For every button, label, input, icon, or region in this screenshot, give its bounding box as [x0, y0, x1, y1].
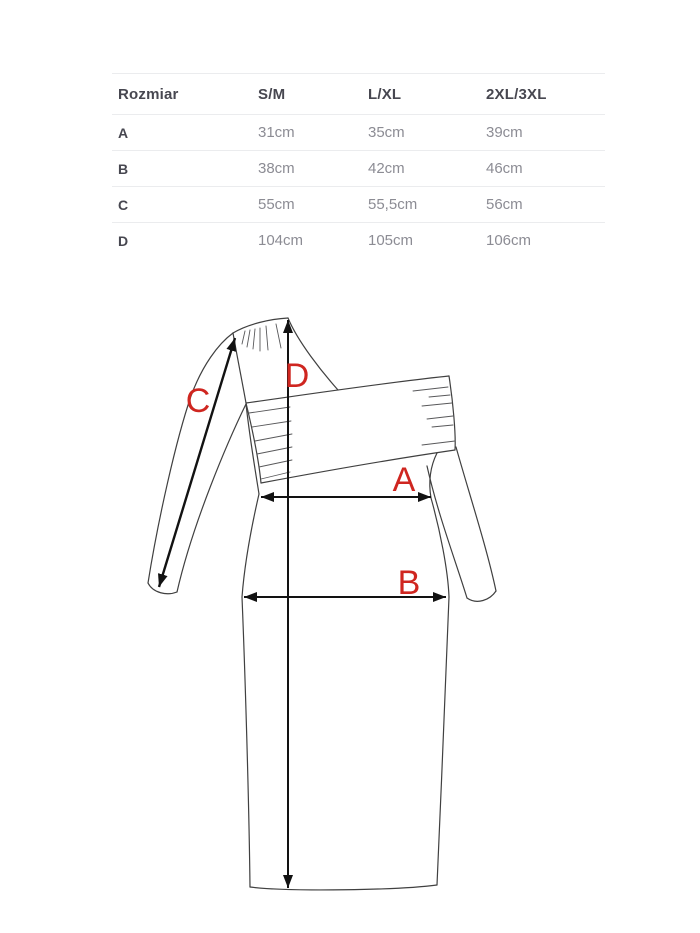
size-value: 31cm — [252, 115, 362, 151]
row-label: B — [112, 151, 252, 187]
size-value: 38cm — [252, 151, 362, 187]
column-header-rozmiar: Rozmiar — [112, 74, 252, 115]
size-value: 46cm — [480, 151, 605, 187]
row-label: C — [112, 187, 252, 223]
row-label: D — [118, 232, 129, 249]
size-value: 39cm — [480, 115, 605, 151]
dimension-label-c: C — [185, 382, 211, 420]
size-value: 42cm — [362, 151, 480, 187]
size-value: 55,5cm — [362, 187, 480, 223]
column-header-2xl3xl: 2XL/3XL — [480, 74, 605, 115]
size-value: 105cm — [368, 232, 414, 249]
column-header-sm: S/M — [252, 74, 362, 115]
size-value: 104cm — [258, 232, 304, 249]
dimension-label-a: A — [392, 461, 416, 499]
size-value: 106cm — [486, 232, 532, 249]
column-header-lxl: L/XL — [362, 74, 480, 115]
dimension-label-b: B — [397, 564, 421, 602]
row-label: A — [112, 115, 252, 151]
dimension-label-d: D — [284, 357, 310, 395]
dimension-arrow-c — [159, 338, 235, 587]
size-value: 55cm — [252, 187, 362, 223]
size-value: 35cm — [362, 115, 480, 151]
band-right-pleat-lines — [413, 387, 455, 445]
shoulder-pleat-lines — [242, 324, 281, 351]
size-value: 56cm — [480, 187, 605, 223]
